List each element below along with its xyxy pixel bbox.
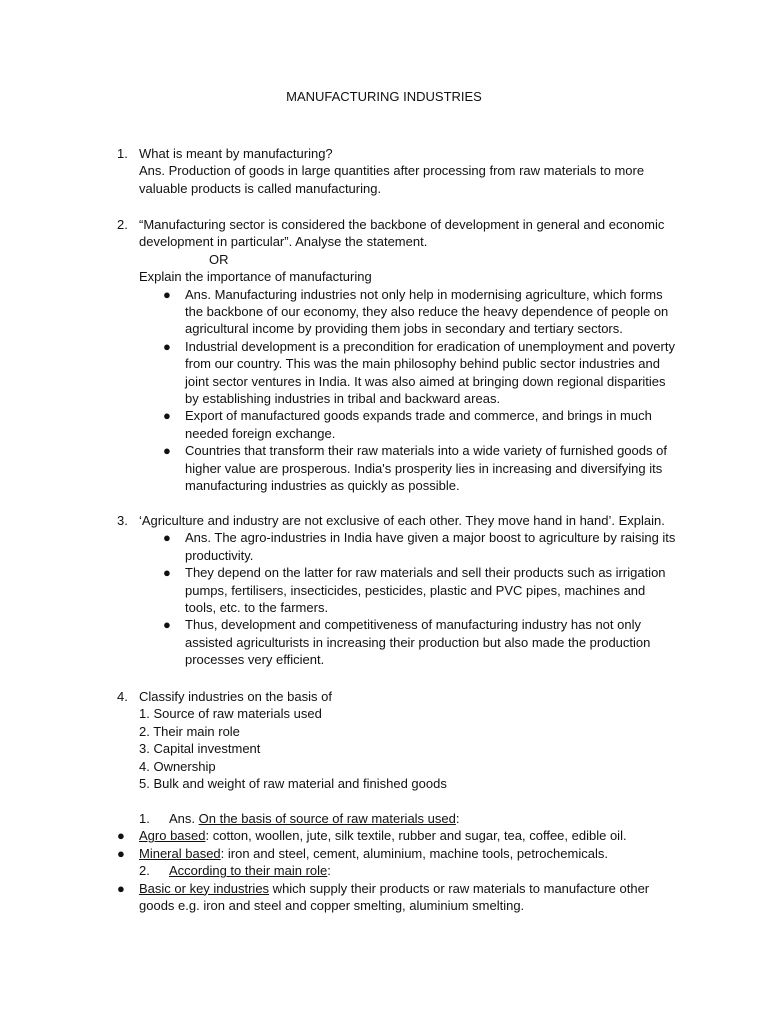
list-item: ● Ans. Manufacturing industries not only help in modernising agriculture, which forms the backbone of our economy, they also reduce the heavy dependence of people on agricultural income by providing them jobs in secondary and tertiary sectors. (163, 286, 669, 337)
answer-4 (117, 810, 677, 914)
bullet-icon: ● (163, 443, 171, 459)
question-text: What is meant by manufacturing? (139, 146, 333, 161)
question-4 (117, 688, 677, 792)
list-item: ● Countries that transform their raw materials into a wide variety of furnished goods of higher value are prosperous. India's prosperity lies in increasing and diversifying its manufacturing industries as quickly as possible. (163, 443, 667, 494)
bullet-icon: ● (117, 845, 125, 861)
question-text: Classify industries on the basis of (139, 689, 332, 704)
list-item: ● Thus, development and competitiveness of manufacturing industry has not only assisted agriculturists in increasing their production but also made the production processes very efficient. (163, 617, 651, 668)
bullet-icon: ● (163, 338, 171, 354)
list-item: 5. Bulk and weight of raw material and finished goods (139, 776, 447, 792)
or-separator: OR (209, 251, 229, 267)
question-number: 4. (117, 689, 128, 704)
bullet-list (117, 286, 677, 495)
question-3 (117, 512, 677, 669)
answer-heading-2: 2. According to their main role: (139, 863, 331, 879)
question-number: 3. (117, 513, 128, 528)
question-2 (117, 216, 677, 495)
list-item: ● Agro based: cotton, woollen, jute, silk textile, rubber and sugar, tea, coffee, edible oil. (117, 828, 627, 844)
answer-heading-1: 1. Ans. On the basis of source of raw materials used: (139, 811, 460, 826)
question-number: 1. (117, 146, 128, 161)
bullet-icon: ● (163, 617, 171, 633)
question-1 (117, 145, 677, 197)
question-text: ‘Agriculture and industry are not exclusive of each other. They move hand in hand’. Explain. (139, 513, 665, 528)
list-item: 1. Source of raw materials used (139, 706, 322, 722)
list-item: 4. Ownership (139, 758, 216, 774)
answer-text: Ans. Production of goods in large quantities after processing from raw materials to more valuable products is called manufacturing. (139, 163, 645, 196)
list-item: ● Ans. The agro-industries in India have given a major boost to agriculture by raising its productivity. (163, 530, 676, 563)
alternate-question: Explain the importance of manufacturing (139, 269, 372, 285)
list-item: ● Industrial development is a precondition for eradication of unemployment and poverty from our country. This was the main philosophy behind public sector industries and joint sector ventures in India. It was also aimed at bringing down regional disparities by establishing industries in tribal and backward areas. (163, 338, 675, 407)
bullet-icon: ● (163, 565, 171, 581)
page-title: MANUFACTURING INDUSTRIES (286, 89, 482, 104)
question-text: “Manufacturing sector is considered the backbone of development in general and economic development in particular”. Analyse the statement. (139, 217, 665, 250)
list-item: 3. Capital investment (139, 741, 261, 757)
list-item: 2. Their main role (139, 723, 240, 739)
bullet-icon: ● (117, 828, 125, 844)
list-item: ● Basic or key industries which supply their products or raw materials to manufacture other goods e.g. iron and steel and copper smelting, aluminium smelting. (117, 880, 650, 914)
bullet-icon: ● (163, 408, 171, 424)
bullet-list (117, 529, 677, 668)
bullet-icon: ● (117, 880, 125, 896)
list-item: ● Mineral based: iron and steel, cement, aluminium, machine tools, petrochemicals. (117, 845, 608, 861)
bullet-icon: ● (163, 530, 171, 546)
bullet-icon: ● (163, 286, 171, 302)
question-number: 2. (117, 217, 128, 232)
list-item: ● Export of manufactured goods expands trade and commerce, and brings in much needed foreign exchange. (163, 408, 652, 441)
list-item: ● They depend on the latter for raw materials and sell their products such as irrigation pumps, fertilisers, insecticides, pesticides, plastic and PVC pipes, machines and tools, etc. to the farmers. (163, 565, 666, 616)
